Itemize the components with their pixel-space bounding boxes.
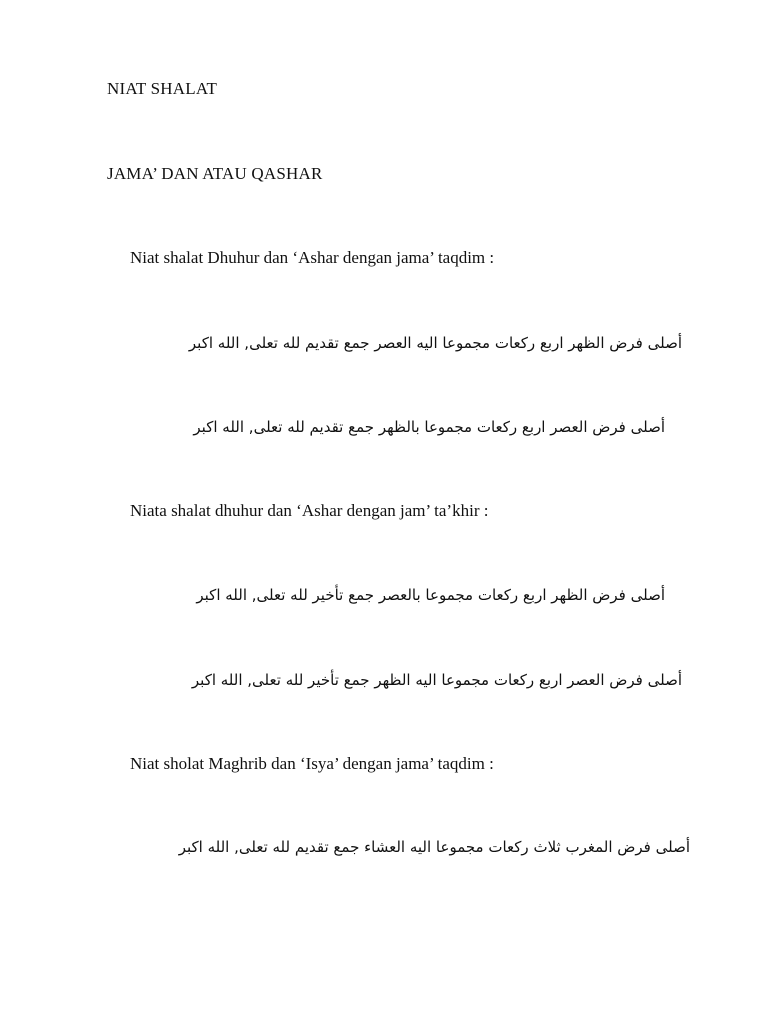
section-heading-dhuhur-ashar-takhir: Niata shalat dhuhur dan ‘Ashar dengan jam’ ta’khir : [130, 501, 489, 520]
section-heading-maghrib-isya-taqdim: Niat sholat Maghrib dan ‘Isya’ dengan jama’ taqdim : [130, 754, 494, 773]
document-subtitle: JAMA’ DAN ATAU QASHAR [107, 164, 323, 183]
niat-dhuhur-taqdim-arabic: أصلى فرض الظهر اربع ركعات مجموعا اليه العصر جمع تقديم لله تعلى, الله اكبر [188, 334, 682, 352]
niat-ashar-takhir-arabic: أصلى فرض العصر اربع ركعات مجموعا اليه الظهر جمع تأخير لله تعلى, الله اكبر [191, 671, 682, 689]
document-title: NIAT SHALAT [107, 79, 218, 98]
section-heading-dhuhur-ashar-taqdim: Niat shalat Dhuhur dan ‘Ashar dengan jama’ taqdim : [130, 248, 495, 267]
niat-ashar-taqdim-arabic: أصلى فرض العصر اربع ركعات مجموعا بالظهر جمع تقديم لله تعلى, الله اكبر [193, 418, 665, 436]
niat-maghrib-taqdim-arabic: أصلى فرض المغرب ثلاث ركعات مجموعا اليه العشاء جمع تقديم لله تعلى, الله اكبر [178, 838, 690, 856]
niat-dhuhur-takhir-arabic: أصلى فرض الظهر اربع ركعات مجموعا بالعصر جمع تأخير لله تعلى, الله اكبر [196, 586, 665, 604]
